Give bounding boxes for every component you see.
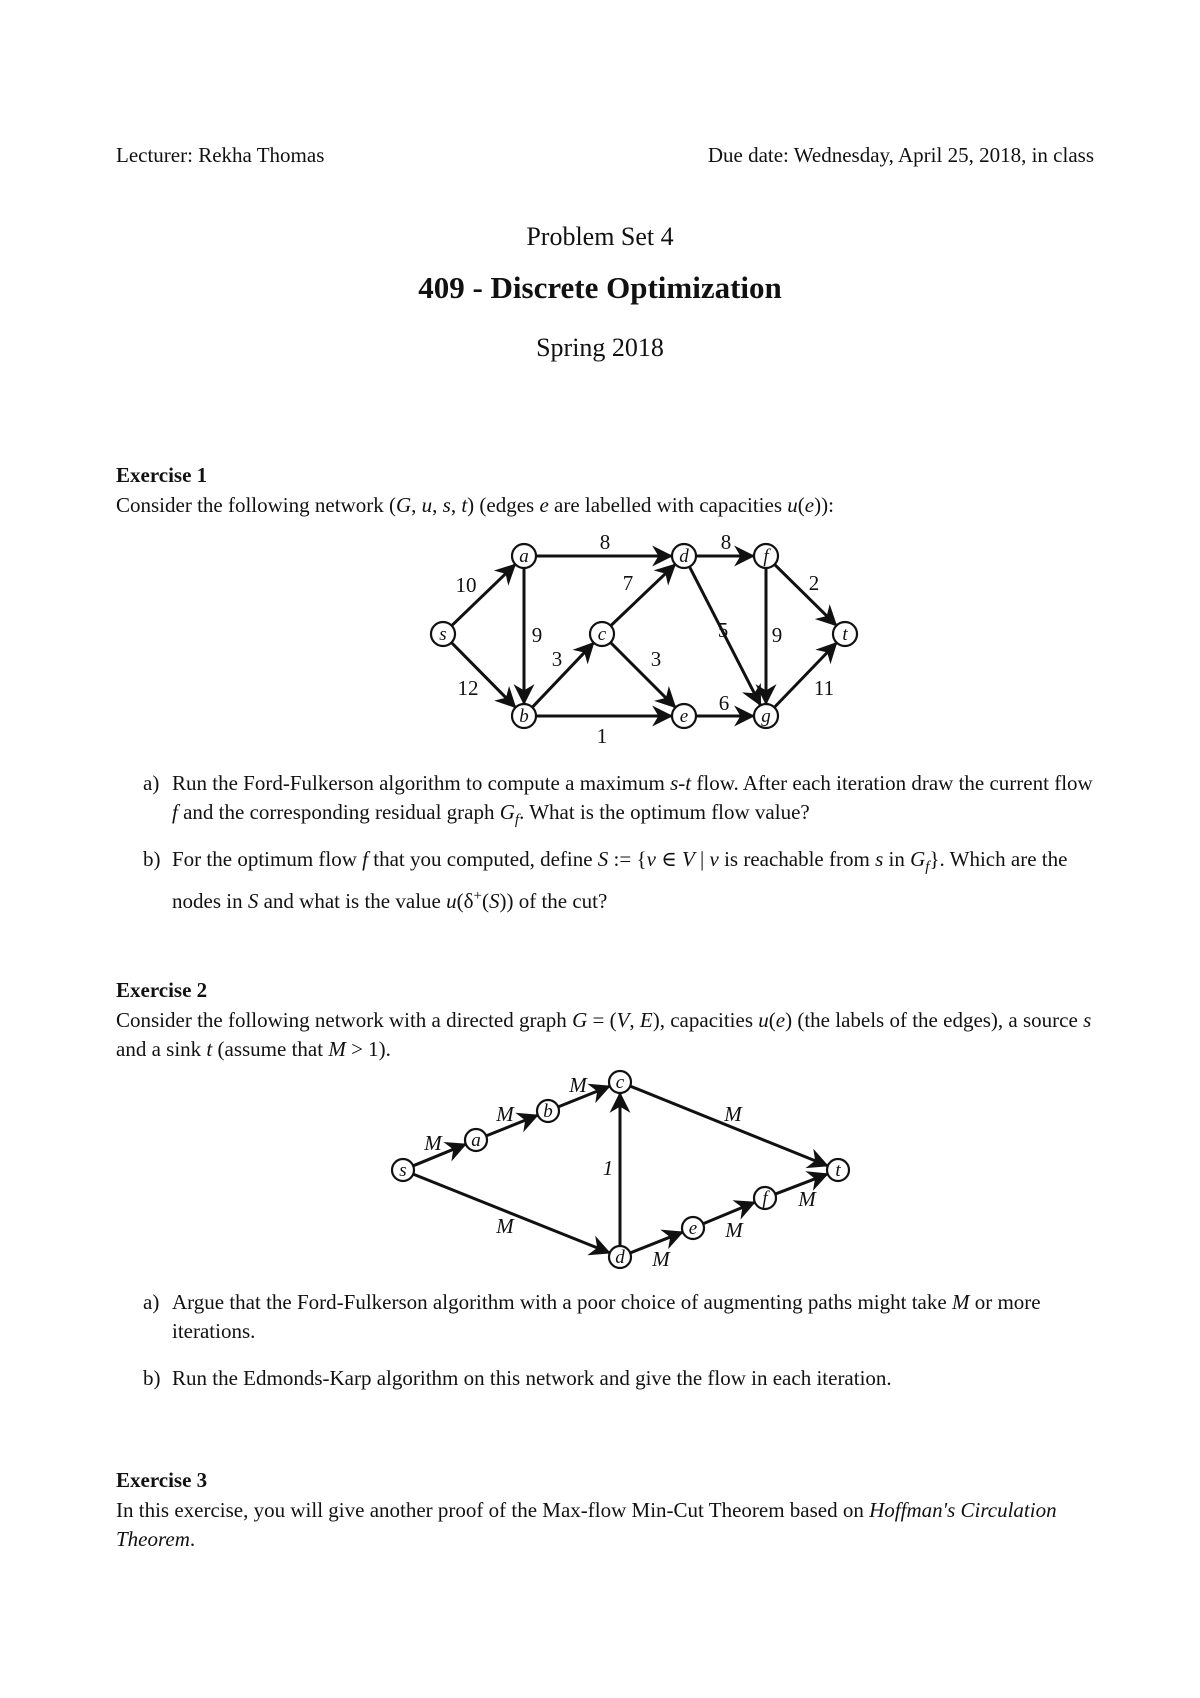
- exercise1-item-a: [143, 769, 1094, 835]
- ex1-node-label-a: a: [519, 546, 529, 567]
- ex2-node-label-t: t: [835, 1160, 841, 1181]
- ex2-edge-label-s-d: M: [496, 1214, 514, 1238]
- ex1-node-label-e: e: [679, 706, 689, 727]
- ex2-node-label-e: e: [688, 1218, 698, 1239]
- ex1-edge-c-e: [610, 642, 674, 706]
- ex2-node-label-a: a: [471, 1130, 481, 1151]
- exercise1-heading: Exercise 1: [116, 463, 208, 487]
- course-title: 409 - Discrete Optimization: [418, 270, 782, 305]
- ex1-edge-label-s-b: 12: [457, 676, 479, 700]
- ex1-node-label-g: g: [761, 706, 771, 727]
- ex1-node-label-c: c: [597, 624, 607, 645]
- ex1-node-label-f: f: [763, 546, 769, 567]
- item-text: Argue that the Ford-Fulkerson algorithm with a poor choice of augmenting paths might take M or more iterations.: [172, 1290, 1041, 1343]
- exercise3-heading: Exercise 3: [116, 1468, 208, 1492]
- ex1-edge-c-d: [611, 565, 675, 626]
- ex1-edge-label-f-g: 9: [771, 623, 783, 647]
- problem-set-label: Problem Set 4: [526, 222, 674, 251]
- exercise2-item-b: [143, 1364, 1094, 1393]
- ex2-edge-label-c-t: M: [724, 1102, 742, 1126]
- exercise3-intro: In this exercise, you will give another proof of the Max-flow Min-Cut Theorem based on Hoffman's Circulation Theorem.: [116, 1498, 1057, 1551]
- item-label: b): [143, 847, 161, 871]
- semester-label: Spring 2018: [536, 333, 664, 362]
- ex1-edge-label-b-e: 1: [596, 724, 608, 748]
- ex1-edge-label-c-d: 7: [622, 571, 634, 595]
- item-text: Run the Ford-Fulkerson algorithm to compute a maximum s-t flow. After each iteration draw the current flow f and the corresponding residual graph $G_f$. What is the optimum flow value?: [172, 771, 1093, 829]
- exercise2-intro: Consider the following network with a directed graph G = (V, E), capacities u(e) (the labels of the edges), a source s and a sink t (assume that M > 1).: [116, 1008, 1092, 1061]
- ex1-node-label-b: b: [519, 706, 529, 727]
- ex1-edge-label-d-g: 5: [717, 618, 729, 642]
- ex2-edge-label-d-e: M: [652, 1247, 670, 1271]
- ex2-node-label-d: d: [615, 1247, 625, 1268]
- ex1-node-label-s: s: [439, 624, 447, 645]
- due-date-line: Due date: Wednesday, April 25, 2018, in class: [707, 143, 1094, 167]
- ex2-edge-label-e-f: M: [725, 1218, 743, 1242]
- ex1-node-label-t: t: [842, 624, 848, 645]
- item-text: Run the Edmonds-Karp algorithm on this network and give the flow in each iteration.: [172, 1366, 892, 1390]
- ex2-node-label-s: s: [399, 1160, 407, 1181]
- ex1-edge-label-c-e: 3: [650, 647, 662, 671]
- ex2-edge-label-f-t: M: [798, 1187, 816, 1211]
- exercise1-item-b: [143, 845, 1094, 916]
- ex2-edge-label-b-c: M: [569, 1073, 587, 1097]
- ex1-edge-label-s-a: 10: [455, 573, 477, 597]
- item-label: a): [143, 1290, 160, 1314]
- item-label: a): [143, 771, 160, 795]
- item-text: For the optimum flow f that you computed, define S := {v ∈ V | v is reachable from s in $G_f$}. Which are the nodes in S and what is the value u(δ+(S)) of the cut?: [172, 847, 1068, 914]
- ex1-edge-label-g-t: 11: [813, 676, 835, 700]
- ex1-node-label-d: d: [679, 546, 689, 567]
- lecturer-line: Lecturer: Rekha Thomas: [116, 143, 325, 167]
- exercise2-heading: Exercise 2: [116, 978, 208, 1002]
- ex1-edge-label-e-g: 6: [718, 691, 730, 715]
- ex1-edge-label-a-d: 8: [599, 530, 611, 554]
- ex1-edge-label-b-c: 3: [551, 647, 563, 671]
- ex2-edge-label-d-c: 1: [602, 1156, 614, 1180]
- ex1-edge-label-d-f: 8: [720, 530, 732, 554]
- ex1-edge-b-c: [532, 643, 593, 707]
- ex2-node-label-b: b: [543, 1101, 553, 1122]
- exercise2-item-a: [143, 1288, 1094, 1346]
- exercise1-intro: Consider the following network (G, u, s, t) (edges e are labelled with capacities u(e)):: [116, 493, 834, 517]
- ex2-edge-label-a-b: M: [496, 1102, 514, 1126]
- ex2-node-label-c: c: [615, 1072, 625, 1093]
- ex1-edge-label-a-b: 9: [531, 623, 543, 647]
- ex2-node-label-f: f: [762, 1188, 768, 1209]
- ex2-edge-label-s-a: M: [424, 1131, 442, 1155]
- item-label: b): [143, 1366, 161, 1390]
- ex1-edge-label-f-t: 2: [808, 571, 820, 595]
- ex1-edge-f-t: [775, 564, 836, 624]
